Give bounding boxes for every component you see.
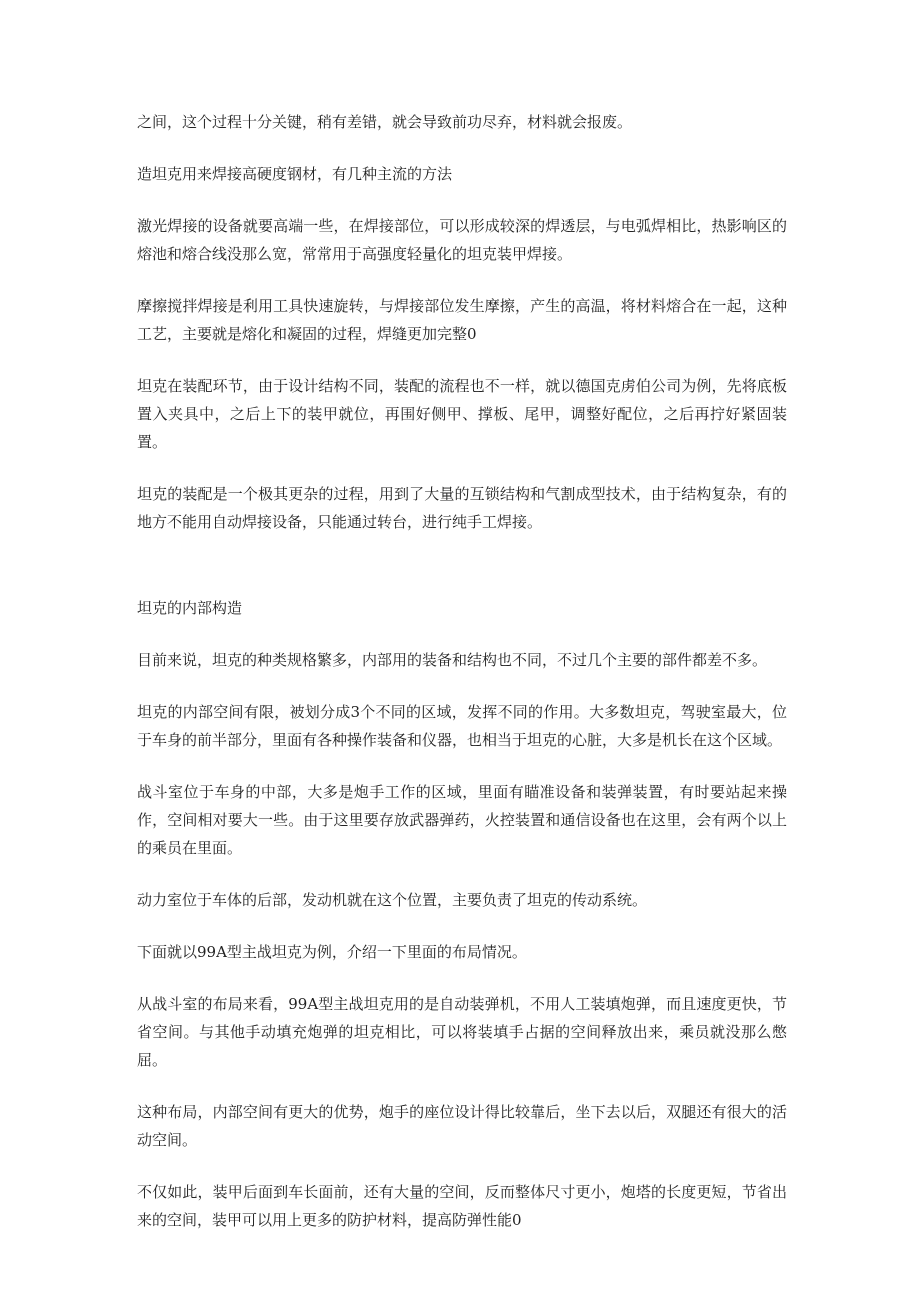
paragraph: 从战斗室的布局来看，99A型主战坦克用的是自动装弹机，不用人工装填炮弹，而且速度更快，节省空间。与其他手动填充炮弹的坦克相比，可以将装填手占据的空间释放出来，乘员就没那么憋屈。 (137, 995, 787, 1069)
section-title: 坦克的内部构造 (137, 599, 243, 617)
paragraph: 坦克的内部空间有限，被划分成3个不同的区域，发挥不同的作用。大多数坦克，驾驶室最大，位于车身的前半部分，里面有各种操作装备和仪器，也相当于坦克的心脏，大多是机长在这个区域。 (137, 703, 787, 749)
paragraph: 下面就以99A型主战坦克为例，介绍一下里面的布局情况。 (137, 943, 527, 961)
paragraph: 目前来说，坦克的种类规格繁多，内部用的装备和结构也不同，不过几个主要的部件都差不多。 (137, 651, 768, 669)
paragraph: 动力室位于车体的后部，发动机就在这个位置，主要负责了坦克的传动系统。 (137, 891, 648, 909)
paragraph-heading: 造坦克用来焊接高硬度钢材，有几种主流的方法 (137, 165, 453, 183)
paragraph: 摩擦搅拌焊接是利用工具快速旋转，与焊接部位发生摩擦，产生的高温，将材料熔合在一起，这种工艺，主要就是熔化和凝固的过程，焊缝更加完整0 (137, 297, 787, 343)
paragraph: 坦克在装配环节，由于设计结构不同，装配的流程也不一样，就以德国克虏伯公司为例，先将底板置入夹具中，之后上下的装甲就位，再围好侧甲、撑板、尾甲，调整好配位，之后再拧好紧固装置。 (137, 377, 787, 451)
paragraph: 坦克的装配是一个极其更杂的过程，用到了大量的互锁结构和气割成型技术，由于结构复杂，有的地方不能用自动焊接设备，只能通过转台，进行纯手工焊接。 (137, 485, 787, 531)
paragraph: 激光焊接的设备就要高端一些，在焊接部位，可以形成较深的焊透层，与电弧焊相比，热影响区的熔池和熔合线没那么宽，常常用于高强度轻量化的坦克装甲焊接。 (137, 217, 787, 263)
document-body (137, 108, 787, 1258)
paragraph: 战斗室位于车身的中部，大多是炮手工作的区域，里面有瞄准设备和装弹装置，有时要站起来操作，空间相对要大一些。由于这里要存放武器弹药，火控装置和通信设备也在这里，会有两个以上的乘员在里面。 (137, 783, 787, 857)
paragraph: 不仅如此，装甲后面到车长面前，还有大量的空间，反而整体尺寸更小，炮塔的长度更短，节省出来的空间，装甲可以用上更多的防护材料，提高防弹性能0 (137, 1183, 787, 1229)
paragraph: 这种布局，内部空间有更大的优势，炮手的座位设计得比较靠后，坐下去以后，双腿还有很大的活动空间。 (137, 1103, 787, 1149)
paragraph: 之间，这个过程十分关键，稍有差错，就会导致前功尽弃，材料就会报废。 (137, 113, 633, 131)
